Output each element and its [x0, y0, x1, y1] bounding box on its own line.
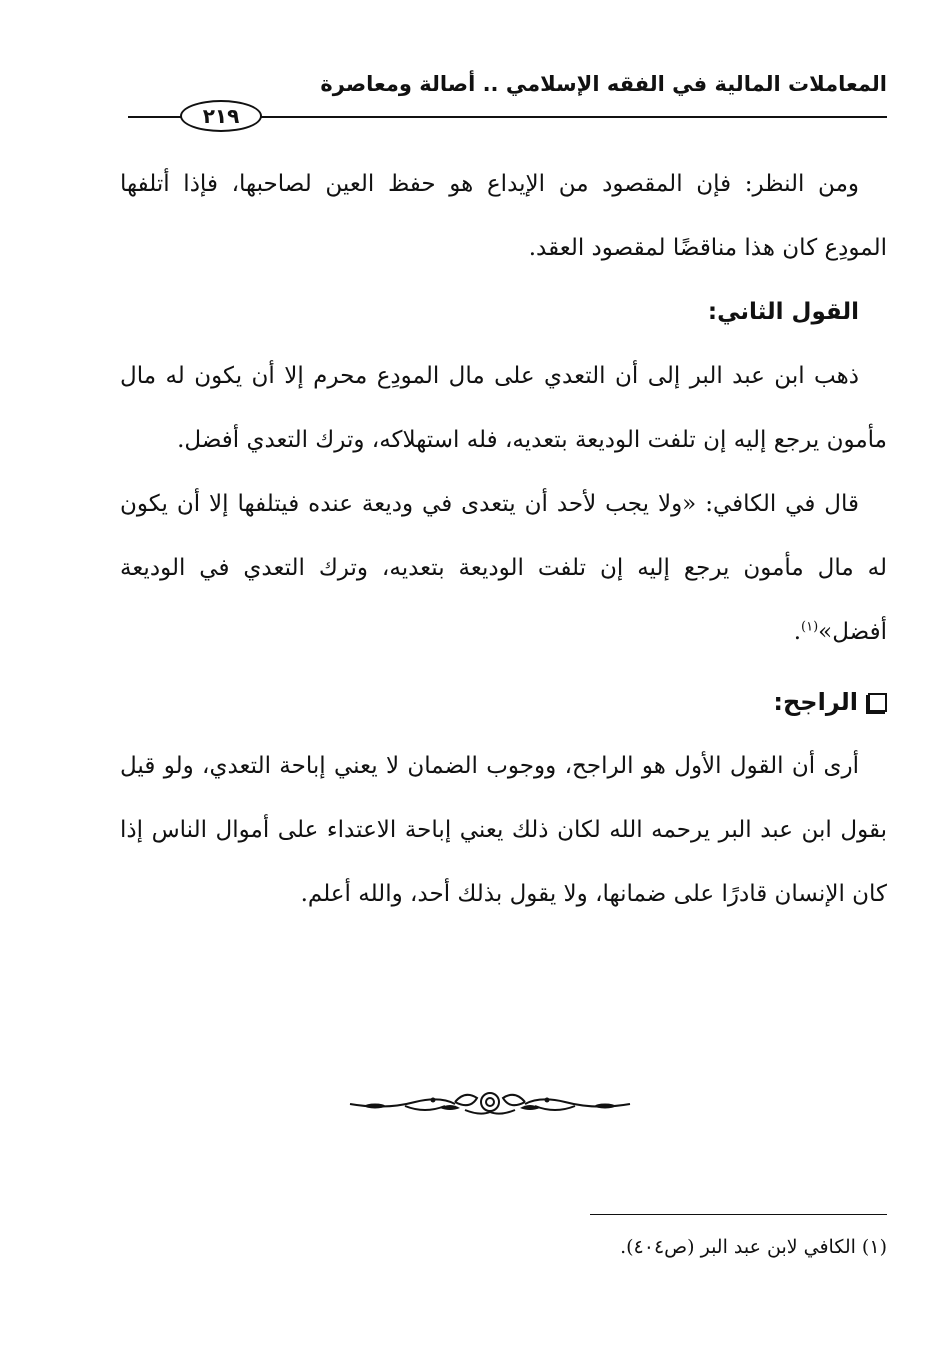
body-text: [120, 152, 887, 926]
quote-text: قال في الكافي: «ولا يجب لأحد أن يتعدى في وديعة عنده فيتلفها إلا أن يكون له مال مأمون يرجع إليه إن تلفت الوديعة بتعديه، وترك التعدي في الوديعة أفضل»: [120, 491, 887, 645]
paragraph-2: ذهب ابن عبد البر إلى أن التعدي على مال المودِع محرم إلا أن يكون له مال مأمون يرجع إليه إن تلفت الوديعة بتعديه، فله استهلاكه، وترك التعدي أفضل.: [120, 363, 887, 453]
paragraph-1: ومن النظر: فإن المقصود من الإيداع هو حفظ العين لصاحبها، فإذا أتلفها المودِع كان هذا مناقضًا لمقصود العقد.: [120, 171, 887, 261]
footnote-rule: [590, 1214, 887, 1215]
section-heading-preferred: [120, 670, 887, 734]
section-heading-label: الراجح:: [773, 688, 858, 716]
paragraph-3: [120, 472, 887, 664]
floral-divider-icon: [345, 1088, 635, 1118]
running-title: المعاملات المالية في الفقه الإسلامي .. أصالة ومعاصرة: [320, 72, 887, 96]
footnote-ref: (١): [801, 619, 819, 635]
page-number: ٢١٩: [180, 100, 262, 132]
paragraph-4: أرى أن القول الأول هو الراجح، ووجوب الضمان لا يعني إباحة التعدي، ولو قيل بقول ابن عبد البر يرحمه الله لكان ذلك يعني إباحة الاعتداء على أموال الناس إذا كان الإنسان قادرًا على ضمانها، ولا يقول بذلك أحد، والله أعلم.: [120, 753, 887, 907]
footnote: (١) الكافي لابن عبد البر (ص٤٠٤).: [620, 1236, 887, 1258]
quote-end: .: [793, 619, 802, 645]
subheading-second-opinion: القول الثاني:: [707, 299, 859, 325]
square-box-icon: [868, 693, 887, 712]
